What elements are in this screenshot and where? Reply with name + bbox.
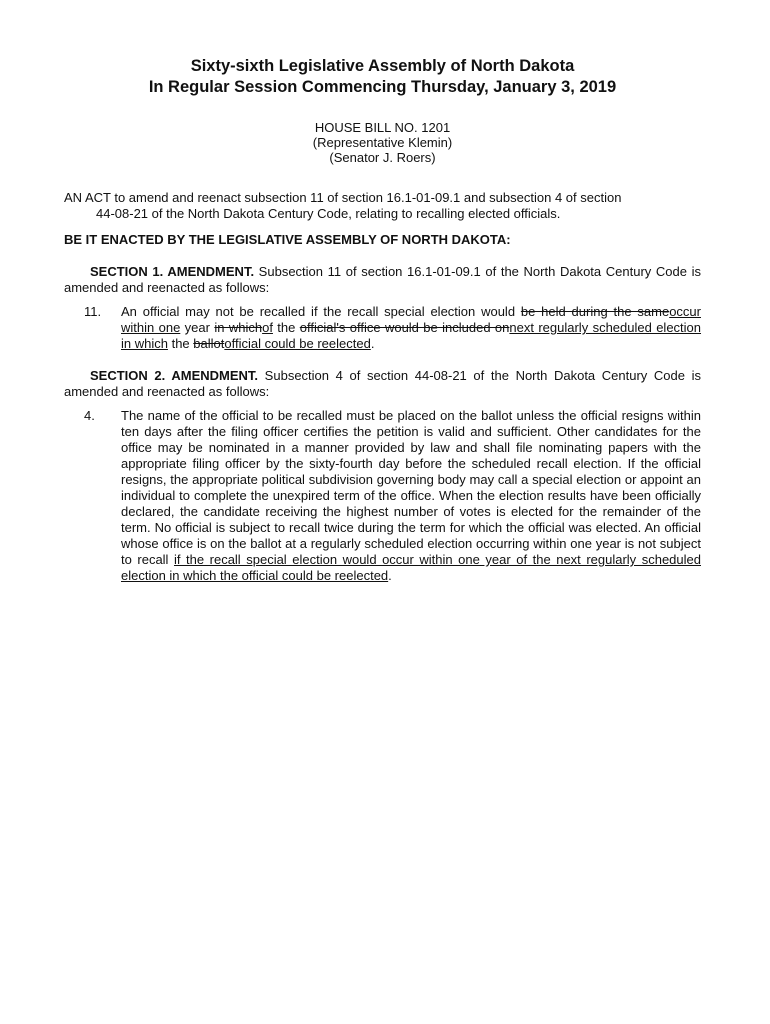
section-1-intro: Subsection 11 of section 16.1-01-09.1 of the North Dakota Century Code is amended and reenacted as follows: <box>64 264 701 295</box>
act-title <box>64 190 701 222</box>
subsection-11-text <box>121 304 701 352</box>
section-1-label: SECTION 1. AMENDMENT. <box>90 264 255 279</box>
section-2-heading <box>64 368 701 400</box>
title-line-1: Sixty-sixth Legislative Assembly of North Dakota <box>190 57 575 75</box>
deleted-text: be held during the same <box>520 304 670 319</box>
subsection-number-4: 4. <box>84 408 95 423</box>
text-segment: year <box>180 320 215 335</box>
section-1-subsection <box>64 304 701 352</box>
text-segment: the <box>272 320 300 335</box>
section-2-intro: Subsection 4 of section 44-08-21 of the North Dakota Century Code is amended and reenacted as follows: <box>64 368 702 399</box>
sponsor-representative: (Representative Klemin) <box>312 135 453 150</box>
section-2-subsection <box>64 408 701 584</box>
act-line-1: AN ACT to amend and reenact subsection 11 of section 16.1-01-09.1 and subsection 4 of section <box>64 190 622 205</box>
inserted-text: official could be reelected <box>224 336 371 351</box>
deleted-text: official's office would be included on <box>299 320 510 335</box>
inserted-text: if the recall special election would occur within one year of the next regularly scheduled election in which the official could be reelected <box>121 552 701 583</box>
act-line-2: 44-08-21 of the North Dakota Century Code, relating to recalling elected officials. <box>96 206 561 221</box>
inserted-text: next regularly scheduled election in which <box>121 320 702 351</box>
section-1-heading <box>64 264 701 296</box>
sponsor-senator: (Senator J. Roers) <box>329 150 436 165</box>
title-line-2: In Regular Session Commencing Thursday, January 3, 2019 <box>148 78 617 96</box>
subsection-4-text <box>121 408 701 584</box>
section-2-label: SECTION 2. AMENDMENT. <box>90 368 259 383</box>
deleted-text: ballot <box>193 336 225 351</box>
inserted-text: of <box>262 320 273 335</box>
subsection-number-11: 11. <box>84 304 102 319</box>
text-segment: The name of the official to be recalled must be placed on the ballot unless the official resigns within ten days after the filing officer certifies the petition is valid and sufficient. Other candidates for the office may be nominated in a manner provided by law and shall file nominating papers with the appropriate filing officer by the sixty-fourth day before the scheduled recall election. If the official resigns, the appropriate political subdivision governing body may call a special election or appoint an individual to complete the unexpired term of the office. When the election results have been officially declared, the candidate receiving the highest number of votes is elected for the remainder of the term. No official is subject to recall twice during the term for which the official was elected. An official whose office is on the ballot at a regularly scheduled election occurring within one year is not subject to recall <box>121 408 701 567</box>
text-segment: . <box>370 336 375 351</box>
bill-info <box>64 120 701 165</box>
assembly-title <box>64 56 701 98</box>
text-segment: An official may not be recalled if the recall special election would <box>121 304 521 319</box>
text-segment: the <box>167 336 194 351</box>
inserted-text: occur within one <box>121 304 701 335</box>
enacting-clause: BE IT ENACTED BY THE LEGISLATIVE ASSEMBLY OF NORTH DAKOTA: <box>64 232 511 247</box>
bill-number: HOUSE BILL NO. 1201 <box>314 120 451 135</box>
text-segment: . <box>388 568 392 583</box>
document-page <box>64 56 701 584</box>
deleted-text: in which <box>214 320 263 335</box>
